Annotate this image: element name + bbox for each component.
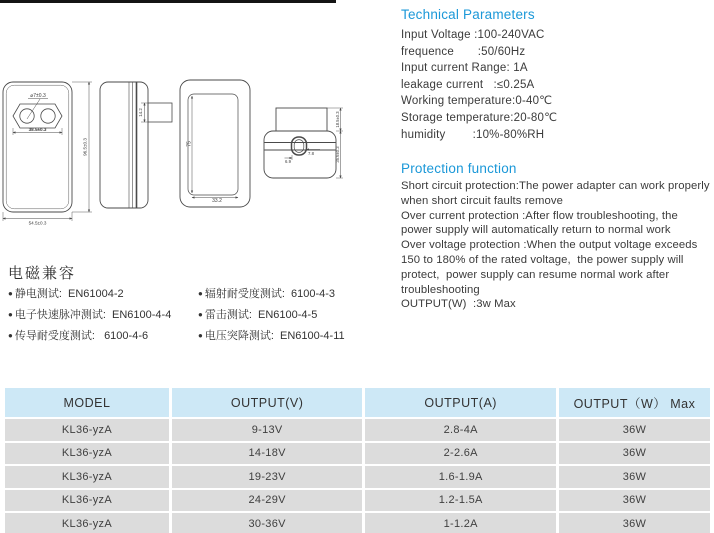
protection-line: protect, power supply can resume normal work after: [401, 268, 670, 281]
cell-model: KL36-yzA: [5, 490, 169, 512]
cell-output-v: 19-23V: [172, 466, 363, 488]
dim-window-width: 33.2: [212, 198, 222, 204]
param-line: leakage current :≤0.25A: [401, 78, 535, 91]
cell-output-w: 36W: [559, 490, 710, 512]
protection-line: 150 to 180% of the rated voltage, the power supply will: [401, 253, 684, 266]
protection-line: OUTPUT(W) :3w Max: [401, 298, 516, 311]
technical-parameters-title: Technical Parameters: [401, 7, 535, 22]
cell-output-a: 1.2-1.5A: [365, 490, 556, 512]
protection-line: when short circuit faults remove: [401, 194, 564, 207]
cell-output-a: 1.6-1.9A: [365, 466, 556, 488]
dim-port-offset-left: 6.9: [285, 159, 291, 164]
col-header-output-a: OUTPUT(A): [365, 388, 556, 417]
emc-item: [8, 288, 198, 301]
cell-output-a: 2.8-4A: [365, 419, 556, 441]
param-line: Working temperature:0-40℃: [401, 95, 553, 108]
cell-output-a: 2-2.6A: [365, 443, 556, 465]
emc-item: [198, 330, 394, 343]
cell-output-w: 36W: [559, 443, 710, 465]
cell-model: KL36-yzA: [5, 419, 169, 441]
adapter-drawings-svg: [0, 58, 390, 243]
back-view-drawing: [180, 80, 250, 207]
dim-port-offset-right: 7.8: [308, 151, 314, 156]
output-spec-table: [5, 388, 710, 533]
table-row: [5, 490, 710, 512]
cell-output-w: 36W: [559, 513, 710, 533]
param-line: Input Voltage :100-240VAC: [401, 29, 545, 41]
table-row: [5, 466, 710, 488]
front-view-drawing: [3, 82, 92, 226]
cell-model: KL36-yzA: [5, 513, 169, 533]
bullet-icon: ●: [8, 289, 13, 298]
side-view-drawing: [100, 82, 172, 208]
cell-output-v: 14-18V: [172, 443, 363, 465]
table-row: [5, 513, 710, 533]
table-row: [5, 443, 710, 465]
col-header-output-v: OUTPUT(V): [172, 388, 363, 417]
top-view-drawing: [264, 108, 343, 178]
dim-window-height: 75: [186, 141, 193, 147]
bullet-icon: ●: [198, 331, 203, 340]
protection-line: Over voltage protection :When the output voltage exceeds: [401, 239, 698, 252]
emc-item-label: 电压突降测试: EN6100-4-11: [204, 330, 345, 342]
dim-pin-diameter: ⌀7±0.3: [30, 93, 46, 99]
protection-line: power supply will automatically return to normal work: [401, 224, 671, 237]
cell-output-w: 36W: [559, 419, 710, 441]
emc-item-label: 静电测试: EN61004-2: [14, 288, 124, 300]
dim-body-width: 54.5±0.3: [28, 220, 47, 226]
dim-pin-spacing: 38.5±0.3: [28, 127, 47, 132]
cell-output-w: 36W: [559, 466, 710, 488]
param-line: Storage temperature:20-80℃: [401, 111, 558, 124]
dim-body-depth: 35.6±0.3: [334, 146, 340, 163]
table-row: [5, 419, 710, 441]
cell-output-v: 30-36V: [172, 513, 363, 533]
col-header-output-w: OUTPUT（W） Max: [559, 388, 710, 417]
emc-item: [8, 330, 198, 343]
emc-item-label: 传导耐受度测试: 6100-4-6: [14, 330, 149, 342]
cell-model: KL36-yzA: [5, 466, 169, 488]
param-line: humidity :10%-80%RH: [401, 128, 545, 141]
emc-item: [8, 309, 198, 322]
emc-item: [198, 288, 394, 301]
param-line: frequence :50/60Hz: [401, 45, 526, 58]
emc-item-label: 辐射耐受度测试: 6100-4-3: [204, 288, 336, 300]
technical-parameters-list: [401, 27, 711, 143]
protection-line: Short circuit protection:The power adapter can work properly: [401, 180, 710, 192]
emc-test-list: [8, 288, 394, 343]
bullet-icon: ●: [198, 289, 203, 298]
protection-line: troubleshooting: [401, 283, 480, 296]
emc-item-label: 雷击测试: EN6100-4-5: [204, 309, 318, 321]
dim-body-height: 96.5±0.3: [82, 138, 88, 156]
bullet-icon: ●: [8, 310, 13, 319]
technical-drawings: [0, 58, 390, 243]
dim-plug-depth: 18.5±0.3: [334, 111, 340, 128]
cell-model: KL36-yzA: [5, 443, 169, 465]
cell-output-v: 9-13V: [172, 419, 363, 441]
top-black-bar: [0, 0, 336, 3]
emc-item-label: 电子快速脉冲测试: EN6100-4-4: [14, 309, 172, 321]
bullet-icon: ●: [8, 331, 13, 340]
cell-output-v: 24-29V: [172, 490, 363, 512]
dim-plug-height: 14.2: [138, 108, 143, 117]
col-header-model: MODEL: [5, 388, 169, 417]
cell-output-a: 1-1.2A: [365, 513, 556, 533]
table-header-row: [5, 388, 710, 417]
bullet-icon: ●: [198, 310, 203, 319]
emc-title: 电磁兼容: [8, 265, 77, 282]
param-line: Input current Range: 1A: [401, 62, 528, 75]
protection-function-title: Protection function: [401, 161, 517, 176]
protection-line: Over current protection :After flow troubleshooting, the: [401, 209, 678, 222]
emc-item: [198, 309, 394, 322]
protection-function-text: [401, 179, 713, 312]
